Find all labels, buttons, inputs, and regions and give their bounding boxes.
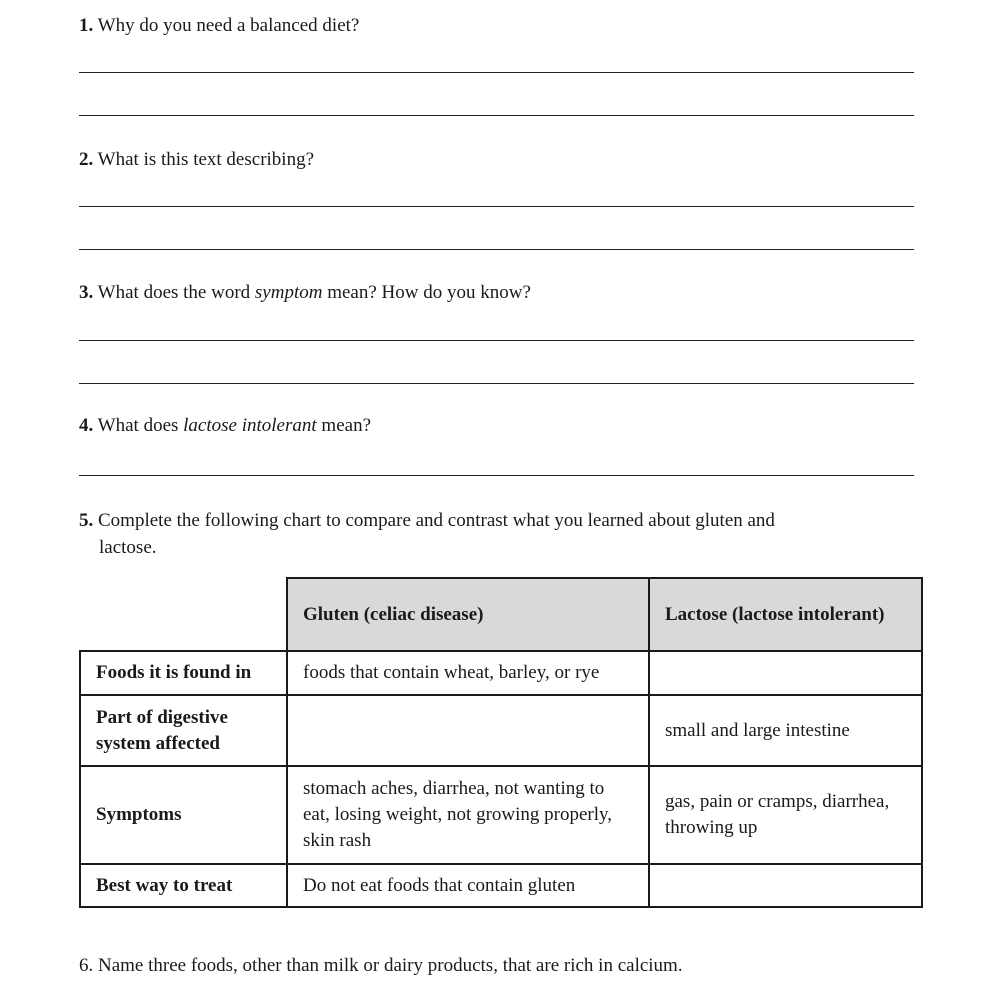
- question-5-text-line2: lactose.: [99, 537, 157, 558]
- chart-corner-cell: [80, 578, 287, 651]
- answer-line-1a[interactable]: [79, 72, 914, 73]
- chart-cell-gluten-symptoms: stomach aches, diarrhea, not wanting to eat, losing weight, not growing properly, skin rash: [287, 766, 649, 864]
- question-6-text: 6. Name three foods, other than milk or dairy products, that are rich in calcium.: [79, 955, 683, 976]
- question-4: [79, 412, 371, 439]
- question-1: [79, 12, 359, 39]
- answer-line-3b[interactable]: [79, 383, 914, 384]
- question-1-text: Why do you need a balanced diet?: [97, 15, 360, 36]
- chart-cell-lactose-digestive-part: small and large intestine: [649, 695, 922, 766]
- answer-line-4a[interactable]: [79, 475, 914, 476]
- question-5-number: 5.: [79, 510, 94, 531]
- question-5: [79, 507, 869, 561]
- chart-header-lactose: Lactose (lactose intolerant): [649, 578, 922, 651]
- question-6: [79, 952, 683, 979]
- chart-cell-lactose-symptoms: gas, pain or cramps, diarrhea, throwing up: [649, 766, 922, 864]
- chart-row-label: Foods it is found in: [80, 651, 287, 695]
- chart-cell-gluten-treatment: Do not eat foods that contain gluten: [287, 864, 649, 907]
- answer-line-2a[interactable]: [79, 206, 914, 207]
- answer-line-2b[interactable]: [79, 249, 914, 250]
- compare-contrast-chart: [79, 577, 923, 908]
- question-4-term: lactose intolerant: [183, 415, 317, 436]
- chart-row-treatment: [80, 864, 922, 907]
- answer-line-3a[interactable]: [79, 340, 914, 341]
- question-4-text-after: mean?: [316, 415, 371, 436]
- answer-line-1b[interactable]: [79, 115, 914, 116]
- chart-row-label: Best way to treat: [80, 864, 287, 907]
- chart-cell-lactose-foods[interactable]: [649, 651, 922, 695]
- question-3-term: symptom: [254, 282, 323, 303]
- question-3-text-after: mean? How do you know?: [322, 282, 531, 303]
- chart-row-symptoms: [80, 766, 922, 864]
- chart-cell-gluten-foods: foods that contain wheat, barley, or rye: [287, 651, 649, 695]
- chart-row-foods: [80, 651, 922, 695]
- chart-cell-gluten-digestive-part[interactable]: [287, 695, 649, 766]
- question-3: [79, 279, 531, 306]
- chart-cell-lactose-treatment[interactable]: [649, 864, 922, 907]
- chart-row-label: Part of digestive system affected: [80, 695, 287, 766]
- chart-row-digestive-part: [80, 695, 922, 766]
- question-1-number: 1.: [79, 15, 94, 36]
- question-3-number: 3.: [79, 282, 94, 303]
- chart-header-row: [80, 578, 922, 651]
- question-5-text-line1: Complete the following chart to compare and contrast what you learned about gluten and: [98, 510, 775, 531]
- question-3-text-before: What does the word: [97, 282, 255, 303]
- chart-row-label: Symptoms: [80, 766, 287, 864]
- question-2-number: 2.: [79, 149, 94, 170]
- question-4-text-before: What does: [97, 415, 184, 436]
- question-2-text: What is this text describing?: [97, 149, 315, 170]
- chart-header-gluten: Gluten (celiac disease): [287, 578, 649, 651]
- question-4-number: 4.: [79, 415, 94, 436]
- question-2: [79, 146, 314, 173]
